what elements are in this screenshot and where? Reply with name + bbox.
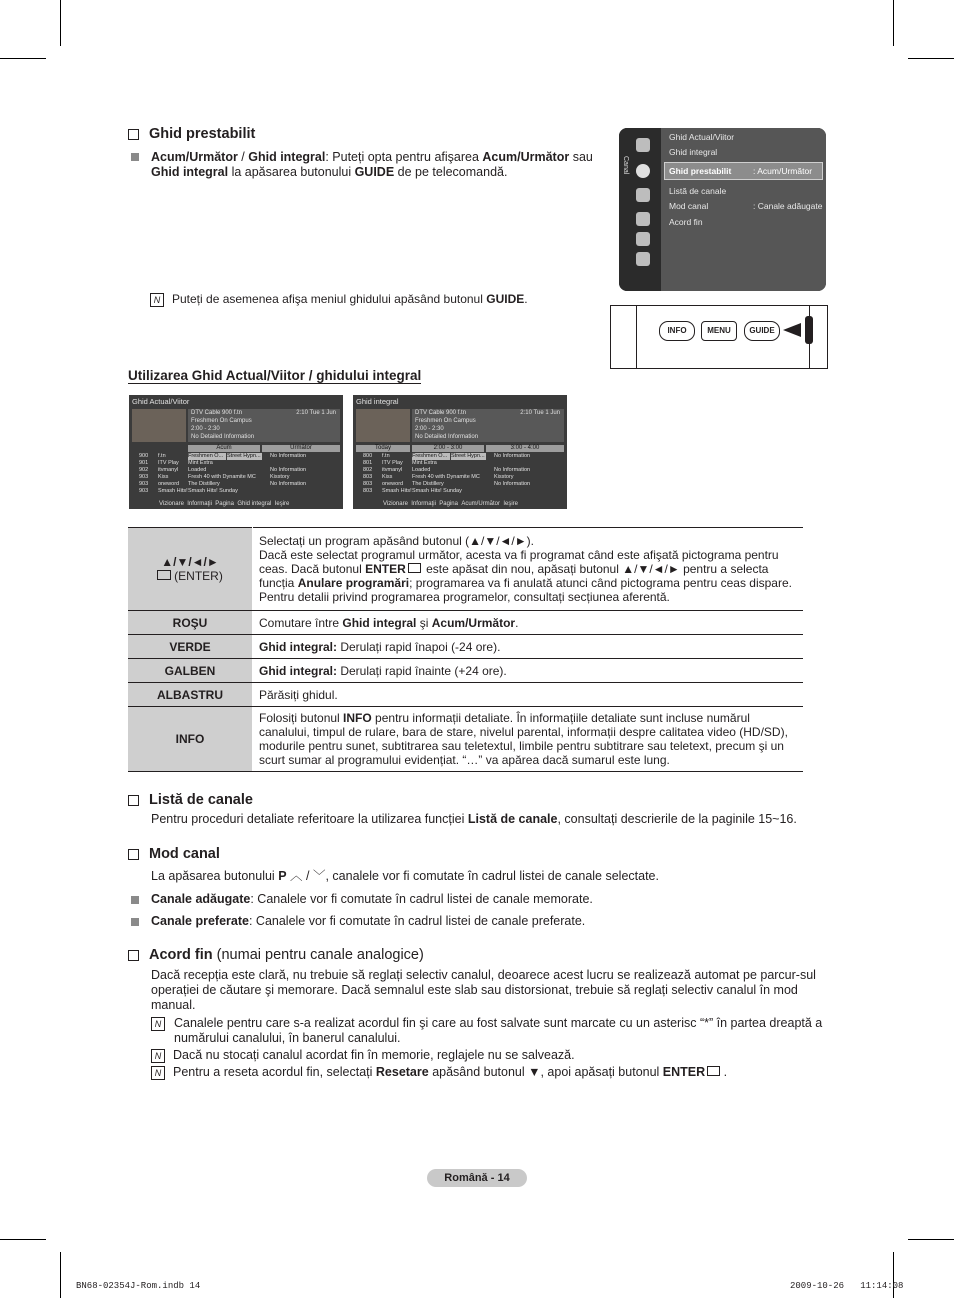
ghid-paragraph: Acum/Următor / Ghid integral: Puteți opta pentru afişarea Acum/Următor sau Ghid integral la apăsarea butonului GUIDE de pe telecomandă. [131, 150, 601, 180]
guide-row[interactable]: 902 itvmanyl Loaded No Information [139, 467, 307, 473]
table-desc: Ghid integral: Derulați rapid înainte (+24 ore). [253, 659, 804, 683]
enter-icon [408, 563, 421, 573]
guide-col-header: 3:00 - 4:00 [486, 445, 564, 452]
page-number-badge: Română - 14 [427, 1169, 527, 1187]
crop-mark [893, 0, 894, 46]
menu-item-selected[interactable]: Ghid prestabilit : Acum/Următor [664, 162, 823, 180]
ghid-note: N Puteți de asemenea afişa meniul ghidului apăsând butonul GUIDE. [150, 292, 528, 307]
guide-info: DTV Cable 900 f.tn Freshmen On Campus 2:00 - 2:30 No Detailed Information 2:10 Tue 1 Jun [188, 409, 340, 442]
guide-col-header: Today [356, 445, 410, 452]
checkbox-icon [128, 950, 139, 961]
checkbox-icon [128, 849, 139, 860]
mod-item: Canale adăugate: Canalele vor fi comutate în cadrul listei de canale memorate. [131, 892, 831, 906]
table-row [128, 707, 803, 772]
guide-footer: Vizionare Informaţii Pagina Acum/Următor Ieşire [383, 501, 518, 507]
crop-mark [60, 1252, 61, 1298]
section-title-ghid: Ghid prestabilit [128, 126, 255, 142]
info-button[interactable]: INFO [659, 321, 695, 341]
table-desc: Selectați un program apăsând butonul (▲/▼/◄/►). Dacă este selectat programul următor, acesta va fi programat când este afişată pictograma pentru ceas. Dacă butonul ENTER este apăsat din nou, apăsați butonul ▲/▼/◄/► pentru a selecta funcția Anulare programări; programarea va fi anulată atunci când pictograma pentru ceas dispare. Pentru detalii privind programarea programelor, consultați secțiunea aferentă. [253, 528, 804, 611]
bullet-icon [131, 896, 139, 904]
table-desc: Comutare între Ghid integral şi Acum/Următor. [253, 611, 804, 635]
guide-footer: Vizionare Informaţii Pagina Ghid integral Ieşire [159, 501, 290, 507]
guide-row[interactable]: 803 oneword The Distillery No Information [363, 481, 531, 487]
tv-menu-screenshot [619, 128, 826, 291]
guide-row[interactable]: 903 Smash Hits! Smash Hits! Sunday [139, 488, 238, 494]
menu-item[interactable]: Mod canal [669, 201, 709, 211]
crop-mark [893, 1252, 894, 1298]
menu-item[interactable]: Ghid Actual/Viitor [669, 132, 735, 142]
mod-paragraph: La apăsarea butonului P ︿ / ﹀, canalele vor fi comutate în cadrul listei de canale selectate. [151, 869, 659, 883]
bullet-icon [131, 918, 139, 926]
acord-note: N Dacă nu stocați canalul acordat fin în memorie, reglajele nu se salvează. [151, 1048, 831, 1063]
guide-row[interactable]: 802 itvmanyl Loaded No Information [363, 467, 531, 473]
table-desc: Folosiți butonul INFO pentru informații detaliate. În informațiile detaliate sunt incluse numărul canalului, timpul de rulare, bara de stare, nivelul parental, informații despre calitatea video (HD/SD), modurile pentru sunet, subtitrarea sau teletextul, limbile pentru subtitrare sau teletext, precum şi un scurt sumar al programului evidențiat. “…” va apărea dacă sumarul este lung. [253, 707, 804, 772]
acord-note: N Pentru a reseta acordul fin, selectați Resetare apăsând butonul ▼, apoi apăsați butonul ENTER . [151, 1065, 831, 1080]
guide-row[interactable]: 901 ITV Play Mint Extra [139, 460, 213, 466]
guide-row[interactable]: 803 Smash Hits! Smash Hits! Sunday [363, 488, 462, 494]
section-title-lista: Listă de canale [128, 792, 253, 808]
guide-screenshot-full [353, 395, 567, 509]
crop-mark [908, 58, 954, 59]
table-row [128, 635, 803, 659]
crop-mark [908, 1239, 954, 1240]
guide-title: Ghid integral [356, 397, 399, 406]
guide-thumbnail [356, 409, 410, 442]
table-row [128, 528, 803, 611]
table-desc: Părăsiți ghidul. [253, 683, 804, 707]
guide-row[interactable]: 903 Kiss Fresh 40 with Dynamite MC Kisstory [139, 474, 290, 480]
chevron-up-icon: ︿ [290, 869, 303, 883]
menu-item[interactable]: Acord fin [669, 217, 703, 227]
menu-item[interactable]: Listă de canale [669, 186, 727, 196]
chevron-down-icon: ﹀ [312, 869, 326, 883]
guide-col-header: Următor [262, 445, 340, 452]
guide-thumbnail [132, 409, 186, 442]
table-key: ROŞU [128, 611, 253, 635]
guide-title: Ghid Actual/Viitor [132, 397, 190, 406]
crop-mark [0, 58, 46, 59]
footer-date: 2009-10-26 ￼ 11:14:08 [790, 1281, 904, 1291]
section-title-mod: Mod canal [128, 846, 220, 862]
lista-paragraph: Pentru proceduri detaliate referitoare la utilizarea funcției Listă de canale, consultați descrierile de la paginile 15~16. [151, 812, 797, 826]
application-icon [636, 232, 650, 246]
table-key: ALBASTRU [128, 683, 253, 707]
bullet-icon [131, 153, 139, 161]
section2-title: Utilizarea Ghid Actual/Viitor / ghidului integral [128, 368, 422, 383]
guide-row[interactable]: 801 ITV Play Mint Extra [363, 460, 437, 466]
acord-note: N Canalele pentru care s-a realizat acordul fin şi care au fost salvate sunt marcate cu un asterisc “*” în partea dreaptă a numărului canalului, în banerul canalului. [151, 1016, 831, 1046]
table-key: GALBEN [128, 659, 253, 683]
checkbox-icon [128, 129, 139, 140]
section-title-acord: Acord fin (numai pentru canale analogice) [128, 947, 424, 963]
table-key: INFO [128, 707, 253, 772]
table-row [128, 611, 803, 635]
guide-row[interactable]: 900 f.tn Freshmen O... Street Hypn... No Information [139, 453, 307, 459]
menu-item-value: : Canale adăugate [753, 201, 823, 211]
arrow-pointer-icon [783, 323, 801, 337]
acord-paragraph: Dacă recepția este clară, nu trebuie să reglați selectiv canalul, deoarece acest lucru se realizează automat pe parcur-sul operației de căutare şi memorare. Dacă semnalul este slab sau distorsionat, trebuie să reglați selectiv canalul în mod manual. [151, 968, 816, 1012]
menu-pane [661, 128, 826, 291]
table-row [128, 659, 803, 683]
picture-icon [636, 138, 650, 152]
pointer-bar-icon [805, 316, 813, 344]
footer-file: BN68-02354J-Rom.indb 14 [76, 1281, 201, 1291]
note-icon: N [151, 1017, 165, 1031]
remote-edge [636, 306, 637, 368]
menu-button[interactable]: MENU [701, 321, 737, 341]
guide-row[interactable]: 800 f.tn Freshmen O... Street Hypn... No Information [363, 453, 531, 459]
note-icon: N [151, 1049, 165, 1063]
guide-col-header: 2:00 - 3:00 [412, 445, 484, 452]
remote-illustration [610, 305, 828, 369]
guide-screenshot-now-next [129, 395, 343, 509]
guide-info: DTV Cable 900 f.tn Freshmen On Campus 2:00 - 2:30 No Detailed Information 2:10 Tue 1 Jun [412, 409, 564, 442]
table-desc: Ghid integral: Derulați rapid înapoi (-24 ore). [253, 635, 804, 659]
table-key: ▲/▼/◄/► (ENTER) [128, 528, 253, 611]
note-icon: N [151, 1066, 165, 1080]
checkbox-icon [128, 795, 139, 806]
support-icon [636, 252, 650, 266]
enter-icon [157, 570, 171, 580]
crop-mark [60, 0, 61, 46]
menu-sidebar [619, 128, 661, 291]
button-function-table [128, 527, 803, 772]
menu-item[interactable]: Ghid integral [669, 147, 718, 157]
guide-col-header: Acum [188, 445, 260, 452]
enter-icon [707, 1066, 720, 1076]
guide-row[interactable]: 903 oneword The Distillery No Information [139, 481, 307, 487]
setup-icon [636, 188, 650, 202]
menu-side-label: Canal [622, 156, 629, 175]
input-icon [636, 212, 650, 226]
table-row [128, 683, 803, 707]
crop-mark [0, 1239, 46, 1240]
note-icon: N [150, 293, 164, 307]
mod-item: Canale preferate: Canalele vor fi comutate în cadrul listei de canale preferate. [131, 914, 831, 928]
guide-button[interactable]: GUIDE [744, 321, 780, 341]
table-key: VERDE [128, 635, 253, 659]
guide-row[interactable]: 803 Kiss Fresh 40 with Dynamite MC Kisstory [363, 474, 514, 480]
channel-icon [636, 164, 650, 178]
